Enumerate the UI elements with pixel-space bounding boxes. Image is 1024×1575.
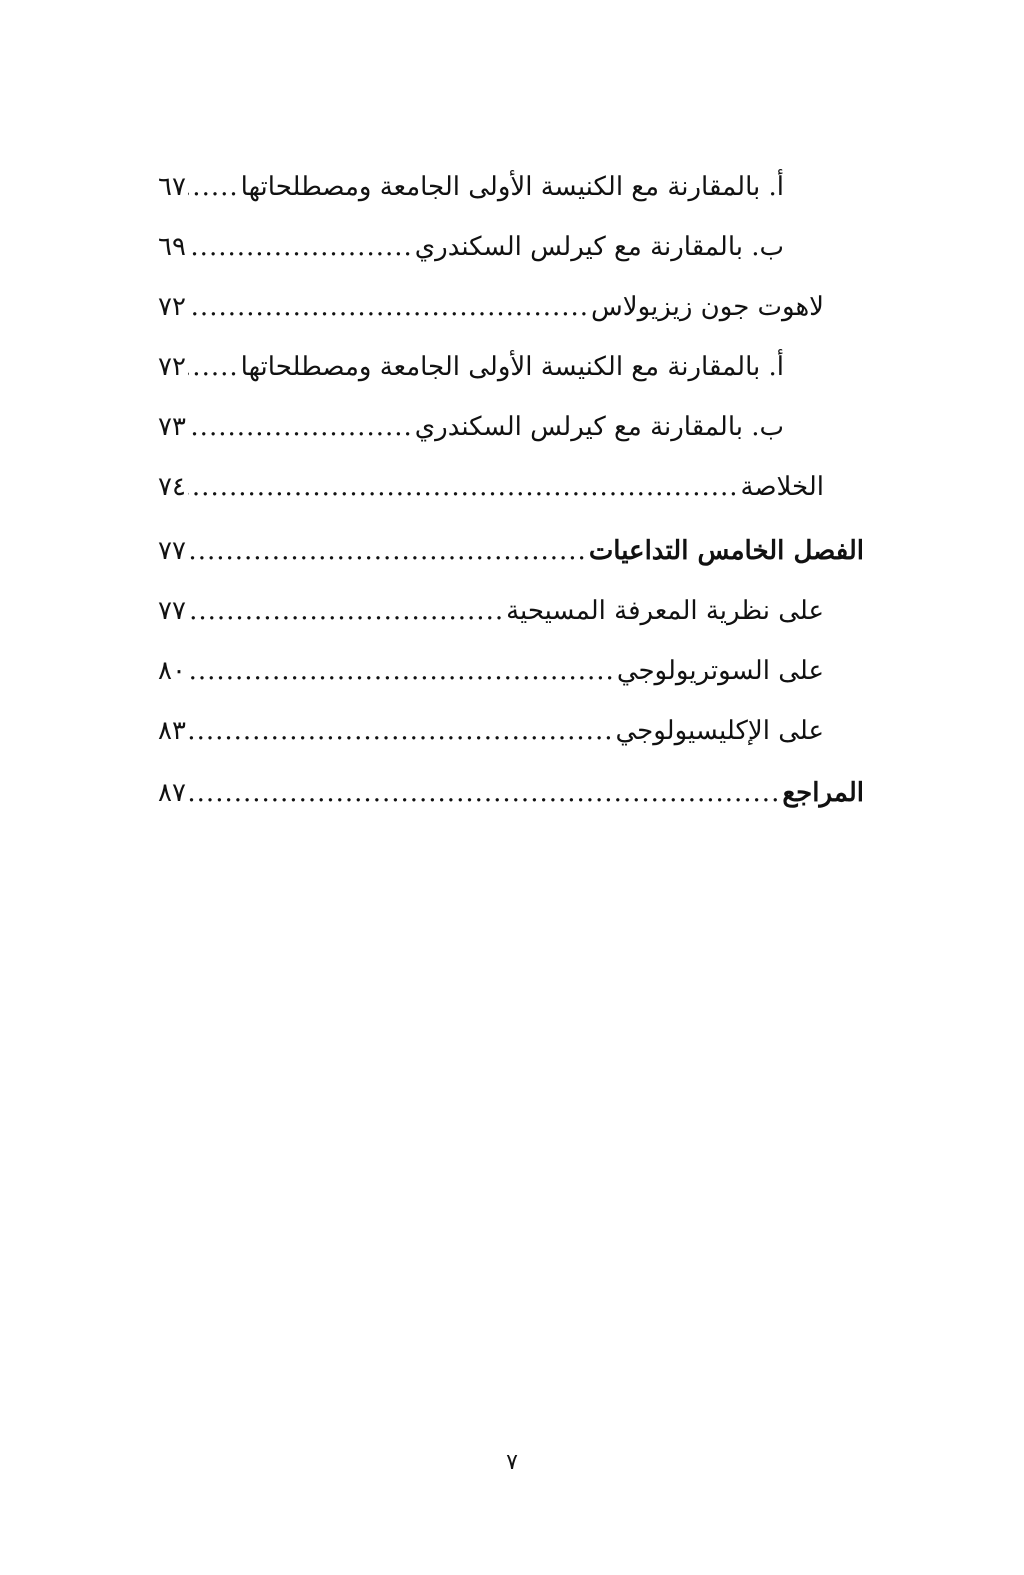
toc-entry [158, 224, 784, 270]
toc-entry-page: ٨٠ [158, 656, 186, 686]
toc-dot-leader [188, 404, 413, 450]
toc-entry-title: على الإكليسيولوجي [615, 716, 824, 746]
toc-dot-leader [188, 224, 413, 270]
toc-entry-page: ٨٧ [158, 778, 186, 808]
toc-entry-page: ٦٩ [158, 232, 186, 262]
toc-entry-page: ٧٢ [158, 292, 186, 322]
toc-entry-title: لاهوت جون زيزيولاس [591, 292, 824, 322]
toc-entry-page: ٧٧ [158, 536, 186, 566]
table-of-contents [158, 158, 864, 818]
toc-dot-leader [188, 588, 504, 634]
toc-chapter-entry [158, 770, 864, 816]
toc-entry-title: أ. بالمقارنة مع الكنيسة الأولى الجامعة ومصطلحاتها [240, 172, 784, 202]
toc-dot-leader [188, 708, 614, 754]
toc-dot-leader [188, 344, 239, 390]
toc-dot-leader [188, 770, 780, 816]
toc-entry [158, 464, 824, 510]
toc-entry-title: ب. بالمقارنة مع كيرلس السكندري [414, 232, 784, 262]
toc-entry [158, 648, 824, 694]
toc-chapter-entry [158, 528, 864, 574]
toc-dot-leader [188, 164, 239, 210]
toc-dot-leader [188, 464, 739, 510]
toc-entry [158, 164, 784, 210]
toc-entry-page: ٧٤ [158, 472, 186, 502]
toc-dot-leader [188, 284, 589, 330]
toc-dot-leader [188, 528, 587, 574]
toc-entry [158, 284, 824, 330]
toc-entry-page: ٦٧ [158, 172, 186, 202]
toc-entry [158, 588, 824, 634]
toc-entry-page: ٧٢ [158, 352, 186, 382]
toc-entry-title: الفصل الخامس التداعيات [588, 536, 864, 566]
toc-entry-page: ٨٣ [158, 716, 186, 746]
toc-entry [158, 344, 784, 390]
toc-entry-title: أ. بالمقارنة مع الكنيسة الأولى الجامعة ومصطلحاتها [240, 352, 784, 382]
toc-entry-title: على السوتريولوجي [616, 656, 824, 686]
toc-entry-title: ب. بالمقارنة مع كيرلس السكندري [414, 412, 784, 442]
toc-entry-title: الخلاصة [740, 472, 824, 502]
toc-entry [158, 708, 824, 754]
toc-entry-page: ٧٧ [158, 596, 186, 626]
page-number: ٧ [506, 1450, 518, 1475]
toc-entry-title: على نظرية المعرفة المسيحية [506, 596, 824, 626]
toc-entry [158, 404, 784, 450]
toc-entry-page: ٧٣ [158, 412, 186, 442]
toc-entry-title: المراجع [782, 778, 864, 808]
toc-dot-leader [188, 648, 615, 694]
